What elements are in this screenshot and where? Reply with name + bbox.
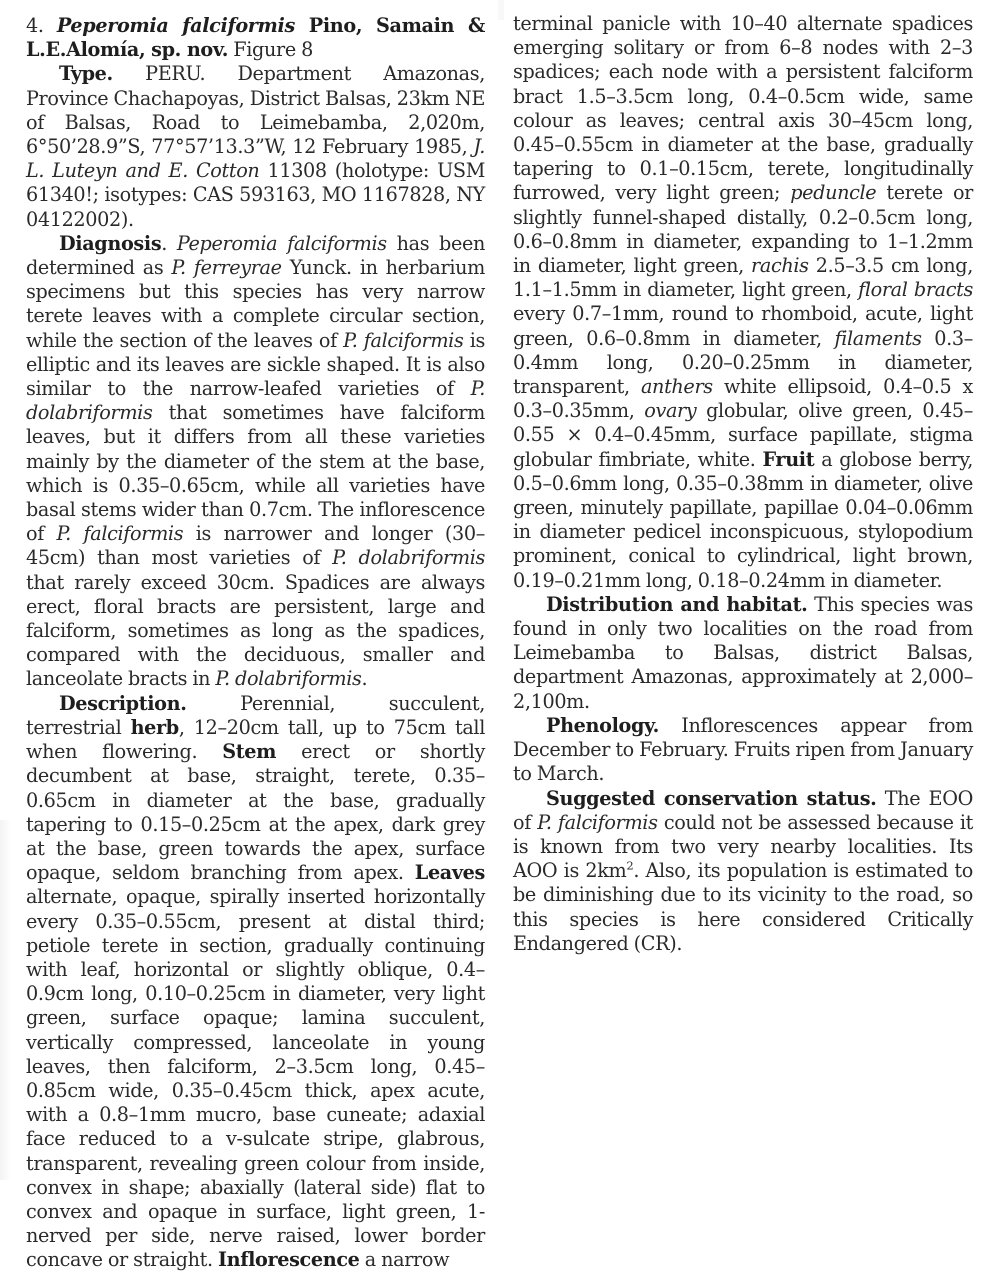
text-run: every 0.7–1mm, round to rhomboid, acute, light green, 0.6–0.8mm in diameter,: [513, 302, 973, 350]
text-run: erect or shortly decumbent at base, straight, terete, 0.35–0.65cm in diameter at the base, gradually tapering to 0.15–0.25cm at the apex, dark grey at the base, green towards the apex, surface opaque, seldom branching from apex.: [26, 740, 485, 885]
text-run: is elliptic and its leaves are sickle shaped. It is also similar to the narrow-leafed varieties of: [26, 328, 485, 401]
italic-text: floral bracts: [858, 278, 973, 302]
italic-text: ovary: [644, 399, 697, 423]
bold-text: Phenology.: [546, 713, 659, 737]
text-run: 0.3–0.4mm long, 0.20–0.25mm in diameter, transparent,: [513, 326, 973, 399]
text-run: has been determined as: [26, 231, 485, 280]
bold-text: Peperomia falciformis: [56, 14, 295, 37]
text-run: Yunck. in herbarium specimens but this species has very narrow terete leaves with a complete circular section, while the section of the leaves of: [26, 256, 485, 352]
text-run: white ellipsoid, 0.4–0.5 x 0.3–0.35mm,: [513, 375, 973, 423]
left-column: [26, 14, 485, 1273]
phenology-paragraph: [513, 714, 973, 787]
bold-text: Distribution and habitat.: [546, 592, 808, 616]
right-column: [513, 12, 973, 956]
italic-text: peduncle: [790, 181, 877, 205]
italic-text: P. dolabriformis: [332, 546, 485, 570]
distribution-paragraph: [513, 593, 973, 714]
text-run: This species was found in only two localities on the road from Leimebamba to Balsas, district Balsas, department Amazonas, approximately at 2,000–2,100m.: [513, 592, 973, 713]
type-paragraph: [26, 62, 485, 231]
text-run: Perennial, succulent, terrestrial: [26, 691, 485, 739]
bold-text: Diagnosis: [59, 231, 162, 255]
text-run: 4.: [26, 14, 57, 37]
italic-text: P. dolabriformis: [26, 377, 485, 425]
bold-text: herb: [130, 715, 179, 739]
bold-text: Leaves: [414, 861, 485, 885]
italic-text: filaments: [834, 326, 922, 350]
text-run: terminal panicle with 10–40 alternate spadices emerging solitary or from 6–8 nodes with 2–3 spadices; each node with a persistent falciform bract 1.5–3.5cm long, 0.4–0.5cm wide, same colour as leaves; central axis 30–45cm long, 0.45–0.55cm in diameter at the base, gradually tapering to 0.1–0.15cm, terete, longitudinally furrowed, very light green;: [513, 12, 973, 205]
bold-text: Inflorescence: [217, 1248, 360, 1272]
italic-text: P. falciformis: [343, 328, 464, 352]
description-paragraph: [26, 692, 485, 1273]
italic-text: Peperomia falciformis: [176, 231, 387, 255]
text-run: 2.5–3.5 cm long, 1.1–1.5mm in diameter, light green,: [513, 254, 973, 302]
italic-text: J. L. Luteyn and E. Cotton: [26, 135, 485, 183]
text-run: , 12–20cm tall, up to 75cm tall when flowering.: [26, 715, 485, 764]
italic-text: P. falciformis: [537, 810, 658, 834]
diagnosis-paragraph: [26, 232, 485, 692]
italic-text: anthers: [640, 375, 713, 399]
description-continued-paragraph: [513, 12, 973, 593]
italic-text: rachis: [751, 254, 809, 278]
conservation-paragraph: [513, 787, 973, 956]
italic-text: P. ferreyrae: [171, 256, 282, 280]
bold-text: Pino, Samain & L.E.Alomía, sp. nov.: [26, 14, 485, 62]
species-heading: [26, 14, 485, 62]
text-run: .: [361, 667, 368, 691]
text-run: Figure 8: [228, 38, 313, 62]
bold-text: Description.: [59, 691, 187, 715]
superscript: 2: [626, 858, 634, 873]
text-run: . Also, its population is estimated to be diminishing due to its vicinity to the road, so this species is here considered Critically Endangered (CR).: [513, 859, 973, 955]
bold-text: Stem: [222, 740, 277, 764]
scan-shadow: [498, 0, 504, 20]
text-run: PERU. Department Amazonas, Province Chachapoyas, District Balsas, 23km NE of Balsas, Road to Leimebamba, 2,020m, 6°50’28.9”S, 77°57’13.3”W, 12 February 1985,: [26, 62, 485, 159]
text-run: alternate, opaque, spirally inserted horizontally every 0.35–0.55cm, present at distal third; petiole terete in section, gradually continuing with leaf, horizontal or slightly oblique, 0.4–0.9cm long, 0.10–0.25cm in diameter, very light green, surface opaque; lamina succulent, vertically compressed, lanceolate in young leaves, then falciform, 2–3.5cm long, 0.45–0.85cm wide, 0.35–0.45cm thick, apex acute, with a 0.8–1mm mucro, base cuneate; adaxial face reduced to a v-sulcate stripe, glabrous, transparent, revealing green colour from inside, convex in shape; abaxially (lateral side) flat to convex and opaque in surface, light green, 1-nerved per side, nerve raised, lower border concave or straight.: [26, 885, 485, 1272]
text-run: that rarely exceed 30cm. Spadices are always erect, floral bracts are persistent, large and falciform, sometimes as long as the spadices, compared with the deciduous, smaller and lanceolate bracts in: [26, 570, 485, 691]
text-run: a globose berry, 0.5–0.6mm long, 0.35–0.38mm in diameter, olive green, minutely papillate, papillae 0.04–0.06mm in diameter pedicel inconspicuous, stylopodium prominent, conical to cylindrical, light brown, 0.19–0.21mm long, 0.18–0.24mm in diameter.: [513, 447, 973, 592]
italic-text: P. falciformis: [56, 522, 184, 546]
bold-text: Suggested conservation status.: [546, 786, 877, 810]
text-run: terete or slightly funnel-shaped distally, 0.2–0.5cm long, 0.6–0.8mm in diameter, expanding to 1–1.2mm in diameter, light green,: [513, 181, 973, 278]
italic-text: P. dolabriformis: [215, 667, 362, 691]
text-run: globular, olive green, 0.45–0.55 × 0.4–0.45mm, surface papillate, stigma globular fimbriate, white.: [513, 399, 973, 471]
text-run: .: [161, 231, 177, 255]
bold-text: Fruit: [762, 447, 815, 471]
scan-shadow: [0, 820, 12, 1180]
text-run: could not be assessed because it is known from two very nearby localities. Its AOO is 2km: [513, 810, 973, 883]
text-run: Inflorescences appear from December to February. Fruits ripen from January to March.: [513, 713, 973, 786]
text-run: The EOO of: [513, 786, 973, 834]
text-run: that sometimes have falciform leaves, but it differs from all these varieties mainly by the diameter of the stem at the base, which is 0.35–0.65cm, while all varieties have basal stems wider than 0.7cm. The inflorescence of: [26, 401, 485, 546]
text-run: a narrow: [359, 1248, 450, 1272]
text-run: 11308 (holotype: USM 61340!; isotypes: CAS 593163, MO 1167828, NY 04122002).: [26, 159, 485, 231]
bold-text: Type.: [59, 62, 113, 86]
text-run: is narrower and longer (30–45cm) than most varieties of: [26, 522, 486, 570]
